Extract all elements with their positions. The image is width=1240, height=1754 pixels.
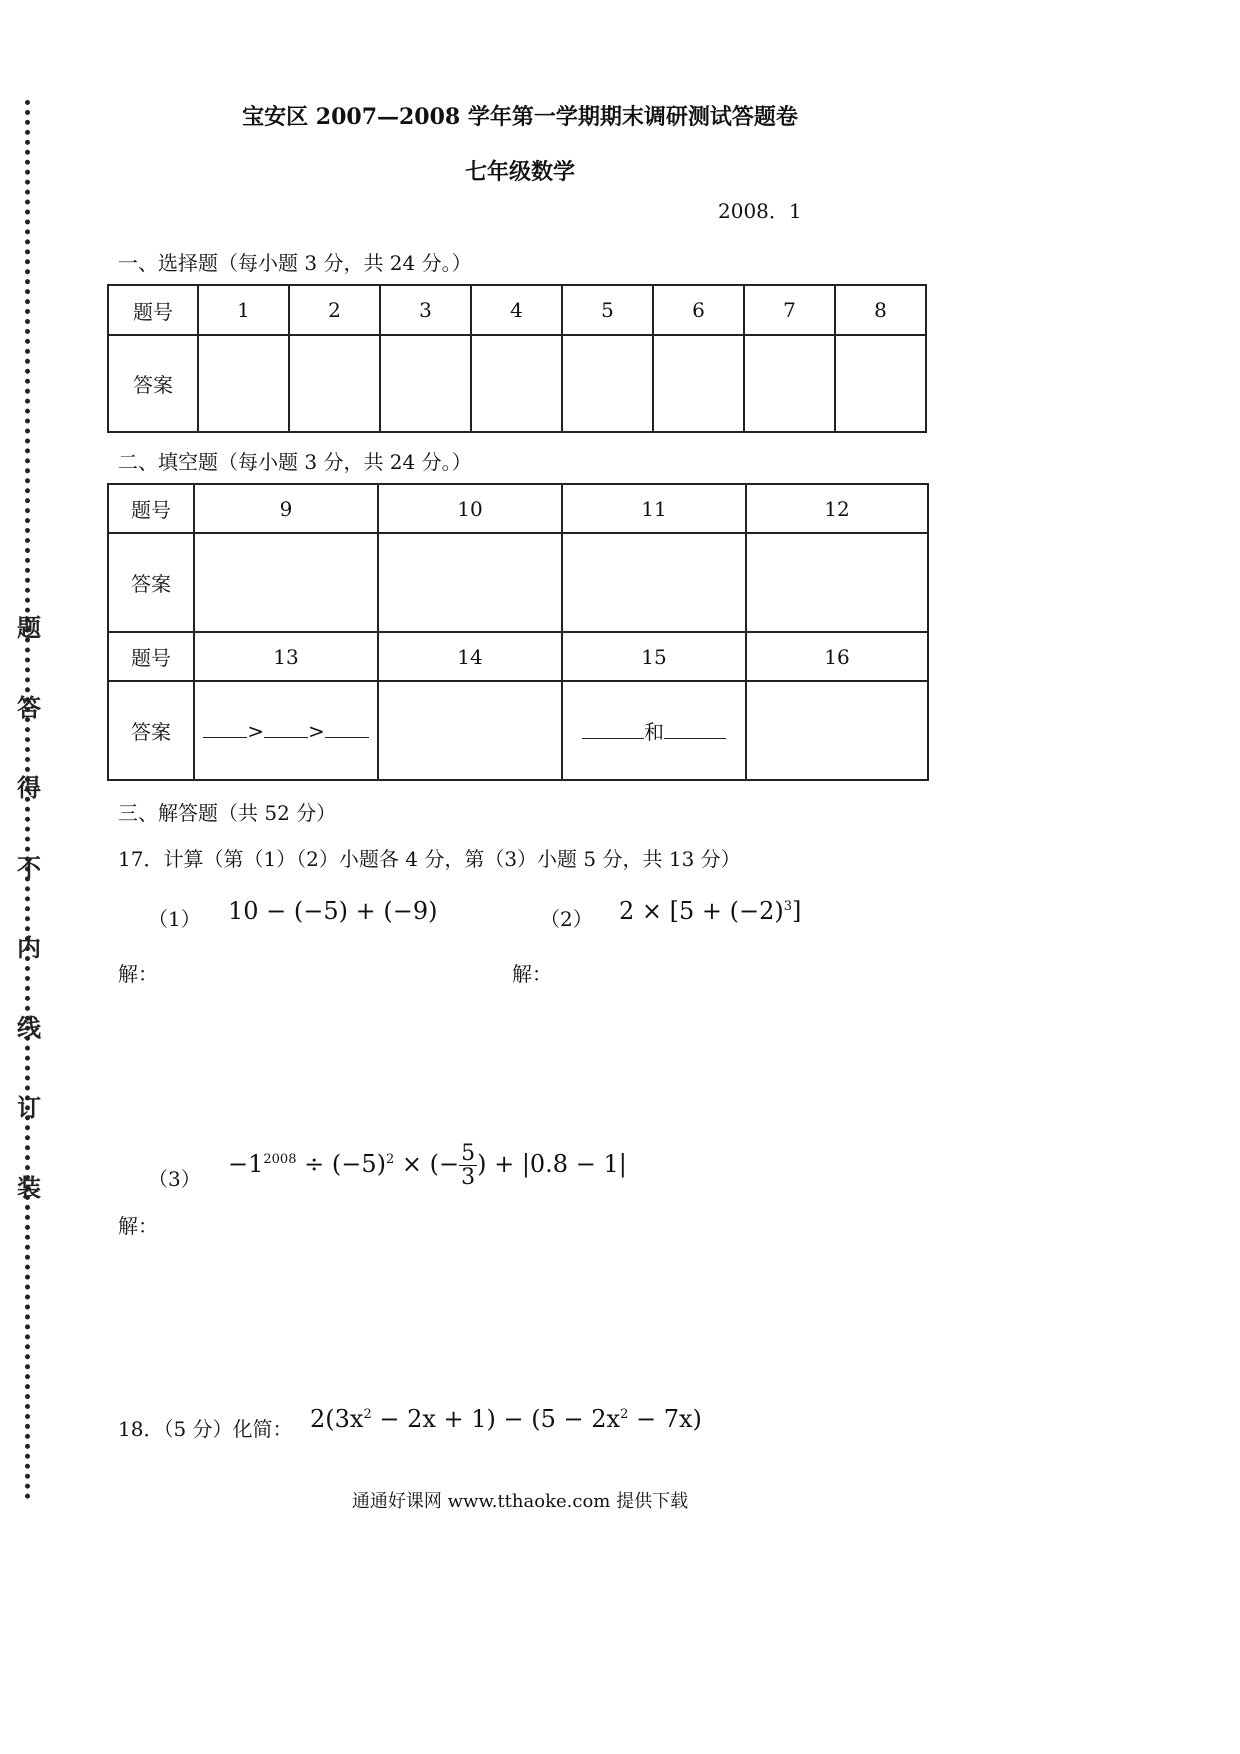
row-label-number: 题号 xyxy=(108,285,198,335)
expr-part: − 2x + 1) − (5 − 2x xyxy=(371,1405,621,1433)
question-number: 12 xyxy=(746,484,928,533)
exponent: 2008 xyxy=(263,1152,297,1168)
numerator: 5 xyxy=(461,1141,476,1166)
question-number: 8 xyxy=(835,285,926,335)
question-number: 6 xyxy=(653,285,744,335)
q17-3-expression xyxy=(228,1142,627,1189)
fraction xyxy=(459,1142,477,1189)
blank-line[interactable] xyxy=(664,720,726,739)
question-number: 1 xyxy=(198,285,289,335)
exam-date: 2008．1 xyxy=(718,199,802,223)
answer-cell[interactable] xyxy=(289,335,380,432)
and-word: 和 xyxy=(644,720,664,744)
greater-than-sign: > xyxy=(308,718,325,743)
blank-line[interactable] xyxy=(325,719,369,738)
expr-part: ) + |0.8 − 1| xyxy=(477,1150,627,1179)
footer-source: 通通好课网 www.tthaoke.com 提供下载 xyxy=(351,1491,689,1512)
expr-part: − 7x) xyxy=(628,1405,702,1433)
q17-2-label: （2） xyxy=(540,907,593,931)
row-label-number: 题号 xyxy=(108,632,194,681)
answer-cell[interactable] xyxy=(746,533,928,632)
binding-char: 答 xyxy=(17,693,41,722)
q18-expression xyxy=(310,1405,702,1433)
binding-char: 装 xyxy=(17,1173,41,1202)
q17-3-label: （3） xyxy=(148,1167,201,1191)
question-number: 2 xyxy=(289,285,380,335)
solve-label-2: 解： xyxy=(512,962,552,986)
blank-line[interactable] xyxy=(264,719,308,738)
answer-cell[interactable] xyxy=(744,335,835,432)
binding-warning-text xyxy=(14,588,44,1228)
solve-label-1: 解： xyxy=(118,962,158,986)
answer-cell[interactable] xyxy=(198,335,289,432)
question-number: 15 xyxy=(562,632,746,681)
page-title: 宝安区 2007—2008 学年第一学期期末调研测试答题卷 xyxy=(242,104,798,130)
solve-label-3: 解： xyxy=(118,1214,158,1238)
denominator: 3 xyxy=(461,1165,476,1191)
row-label-number: 题号 xyxy=(108,484,194,533)
question-number: 9 xyxy=(194,484,378,533)
expr-part: −1 xyxy=(228,1150,264,1179)
binding-char: 线 xyxy=(17,1013,41,1042)
binding-char: 题 xyxy=(17,613,41,642)
q17-1-label: （1） xyxy=(148,907,201,931)
q17-1-expression: 10 − (−5) + (−9) xyxy=(228,897,438,925)
answer-cell[interactable] xyxy=(653,335,744,432)
expr-part: ÷ (−5) xyxy=(296,1150,386,1179)
section3-heading: 三、解答题（共 52 分） xyxy=(118,801,337,825)
expr-part: 2(3x xyxy=(310,1405,364,1433)
blank-line[interactable] xyxy=(203,719,247,738)
exponent: 2 xyxy=(363,1407,372,1422)
answer-cell[interactable] xyxy=(378,533,562,632)
answer-cell[interactable] xyxy=(562,533,746,632)
answer-cell[interactable] xyxy=(471,335,562,432)
question-number: 7 xyxy=(744,285,835,335)
choice-answer-table xyxy=(107,284,927,433)
row-label-answer: 答案 xyxy=(108,533,194,632)
answer-cell[interactable] xyxy=(194,533,378,632)
answer-cell[interactable] xyxy=(835,335,926,432)
answer-cell[interactable] xyxy=(380,335,471,432)
question-number: 16 xyxy=(746,632,928,681)
q18-label: 18．（5 分）化简： xyxy=(118,1417,293,1441)
row-label-answer: 答案 xyxy=(108,335,198,432)
answer-cell-q13[interactable] xyxy=(194,681,378,780)
fill-answer-table xyxy=(107,483,929,781)
binding-char: 内 xyxy=(17,933,41,962)
expr-part: ] xyxy=(792,897,802,925)
question-number: 14 xyxy=(378,632,562,681)
question-number: 10 xyxy=(378,484,562,533)
question-number: 5 xyxy=(562,285,653,335)
answer-cell[interactable] xyxy=(562,335,653,432)
exponent: 3 xyxy=(783,899,793,914)
expr-part: 2 × [5 + (−2) xyxy=(619,897,784,925)
expr-part: × (− xyxy=(394,1150,460,1179)
row-label-answer: 答案 xyxy=(108,681,194,780)
answer-cell[interactable] xyxy=(378,681,562,780)
page-subtitle: 七年级数学 xyxy=(464,159,575,185)
exponent: 2 xyxy=(385,1152,395,1168)
question-number: 13 xyxy=(194,632,378,681)
q17-2-expression xyxy=(619,897,801,925)
question-number: 11 xyxy=(562,484,746,533)
binding-char: 不 xyxy=(17,853,41,882)
question-number: 4 xyxy=(471,285,562,335)
exponent: 2 xyxy=(620,1407,629,1422)
section1-heading: 一、选择题（每小题 3 分，共 24 分。） xyxy=(118,251,472,275)
question-number: 3 xyxy=(380,285,471,335)
blank-line[interactable] xyxy=(582,720,644,739)
binding-char: 订 xyxy=(17,1093,41,1122)
answer-cell-q15[interactable] xyxy=(562,681,746,780)
section2-heading: 二、填空题（每小题 3 分，共 24 分。） xyxy=(118,450,472,474)
answer-cell[interactable] xyxy=(746,681,928,780)
binding-char: 得 xyxy=(17,773,41,802)
q17-heading: 17．计算（第（1）（2）小题各 4 分，第（3）小题 5 分，共 13 分） xyxy=(118,847,741,871)
greater-than-sign: > xyxy=(247,718,264,743)
